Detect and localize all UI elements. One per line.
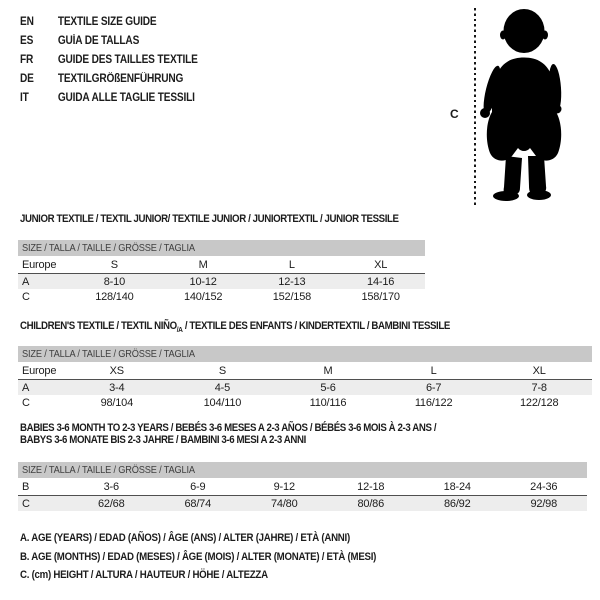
size-cell: 104/110 xyxy=(203,396,242,409)
size-cell: 5-6 xyxy=(320,381,336,394)
size-bar xyxy=(18,346,592,362)
size-col-header: M xyxy=(198,258,208,271)
size-cell: 128/140 xyxy=(95,290,134,303)
size-cell: 12-18 xyxy=(357,480,385,493)
row-label: C xyxy=(22,396,30,409)
size-cell: 8-10 xyxy=(103,275,125,288)
size-col-header: S xyxy=(218,364,226,377)
size-cell: 152/158 xyxy=(272,290,312,303)
size-cell: 4-5 xyxy=(214,381,231,394)
size-col-header: XL xyxy=(532,364,546,377)
size-cell: 86/92 xyxy=(443,497,471,510)
table-row-a xyxy=(18,274,425,289)
title-subscript: /A xyxy=(176,325,183,335)
size-bar-label: SIZE / TALLA / TAILLE / GRÖSSE / TAGLIA xyxy=(22,348,195,360)
table-row-a xyxy=(18,380,592,395)
size-cell: 24-36 xyxy=(530,480,558,493)
size-cell: 9-12 xyxy=(273,480,295,493)
size-bar xyxy=(18,240,425,256)
language-title: TEXTILGRÖßENFÜHRUNG xyxy=(57,72,184,85)
row-label: C xyxy=(22,290,30,303)
size-cell: 116/122 xyxy=(414,396,453,409)
size-cell: 3-6 xyxy=(103,480,119,493)
table-row-b xyxy=(18,478,587,495)
size-cell: 110/116 xyxy=(309,396,347,409)
footnotes xyxy=(20,529,425,585)
footnote-c-text: C. (cm) HEIGHT / ALTURA / HAUTEUR / HÖHE / ALTEZZA xyxy=(20,569,268,582)
language-title: TEXTILE SIZE GUIDE xyxy=(57,15,157,28)
size-cell: 14-16 xyxy=(367,275,395,288)
size-col-header: L xyxy=(430,364,437,377)
toddler-silhouette xyxy=(479,8,569,206)
footnote-a-text: A. AGE (YEARS) / EDAD (AÑOS) / ÂGE (ANS) / ALTER (JAHRE) / ETÀ (ANNI) xyxy=(20,532,350,545)
size-col-header: L xyxy=(288,258,295,271)
size-cell: 6-7 xyxy=(425,381,442,394)
table-row-c xyxy=(18,289,425,304)
junior-section-title xyxy=(20,213,450,225)
language-row-fr xyxy=(20,50,198,69)
footnote-a xyxy=(20,529,425,548)
footnote-b-text: B. AGE (MONTHS) / EDAD (MESES) / ÂGE (MOIS) / ALTER (MONATE) / ETÀ (MESI) xyxy=(20,550,377,563)
language-list xyxy=(20,12,222,107)
language-row-de xyxy=(20,69,198,88)
size-cell: 80/86 xyxy=(357,497,385,510)
size-cell: 12-13 xyxy=(278,275,306,288)
size-col-header: S xyxy=(110,258,118,271)
language-row-es xyxy=(20,31,198,50)
height-marker-label: C xyxy=(450,107,459,121)
language-title: GUIDE DES TAILLES TEXTILE xyxy=(57,53,198,66)
table-row-c xyxy=(18,395,592,410)
size-header-row xyxy=(18,362,592,379)
size-cell: 10-12 xyxy=(189,275,217,288)
children-section-title-text xyxy=(20,320,450,334)
junior-size-table xyxy=(18,240,425,304)
title-post: / TEXTILE DES ENFANTS / KINDERTEXTIL / BAMBINI TESSILE xyxy=(182,320,450,332)
height-dashed-line xyxy=(474,8,476,207)
size-bar-label: SIZE / TALLA / TAILLE / GRÖSSE / TAGLIA xyxy=(22,464,195,476)
language-title: GUIDA ALLE TAGLIE TESSILI xyxy=(57,91,195,104)
row-label: A xyxy=(22,275,30,288)
babies-title-line2: BABYS 3-6 MONATE BIS 2-3 JAHRE / BAMBINI 3-6 MESI A 2-3 ANNI xyxy=(20,434,306,446)
size-bar-label: SIZE / TALLA / TAILLE / GRÖSSE / TAGLIA xyxy=(22,242,195,254)
children-section-title xyxy=(20,320,509,334)
size-col-header: M xyxy=(323,364,333,377)
footnote-c xyxy=(20,566,425,585)
size-cell: 158/170 xyxy=(361,290,400,303)
size-bar xyxy=(18,462,587,478)
babies-size-table xyxy=(18,462,587,511)
language-title: GUÍA DE TALLAS xyxy=(57,34,140,47)
size-cell: 122/128 xyxy=(520,396,559,409)
row-label: B xyxy=(22,480,30,493)
title-pre: CHILDREN'S TEXTILE / TEXTIL NIÑO xyxy=(20,320,177,332)
language-row-en xyxy=(20,12,198,31)
row-label: C xyxy=(22,497,30,510)
size-col-header: XL xyxy=(374,258,388,271)
junior-section-title-text: JUNIOR TEXTILE / TEXTIL JUNIOR/ TEXTILE JUNIOR / JUNIORTEXTIL / JUNIOR TESSILE xyxy=(20,213,399,225)
region-label: Europe xyxy=(22,364,57,377)
size-cell: 6-9 xyxy=(190,480,206,493)
region-label: Europe xyxy=(22,258,57,271)
size-header-row xyxy=(18,256,425,273)
language-code: IT xyxy=(20,91,29,104)
size-cell: 3-4 xyxy=(109,381,125,394)
size-cell: 98/104 xyxy=(100,396,134,409)
language-code: DE xyxy=(20,72,34,85)
footnote-b xyxy=(20,548,425,567)
language-code: EN xyxy=(20,15,34,28)
size-cell: 18-24 xyxy=(443,480,471,493)
table-row-c xyxy=(18,496,587,511)
language-code: ES xyxy=(20,34,34,47)
language-code: FR xyxy=(20,53,34,66)
babies-title-line1: BABIES 3-6 MONTH TO 2-3 YEARS / BEBÉS 3-6 MESES A 2-3 AÑOS / BÉBÉS 3-6 MOIS À 2-3 ANS / xyxy=(20,422,437,434)
size-cell: 74/80 xyxy=(270,497,298,510)
size-col-header: XS xyxy=(109,364,124,377)
babies-section-title xyxy=(20,422,493,446)
children-size-table xyxy=(18,346,592,410)
row-label: A xyxy=(22,381,30,394)
size-cell: 62/68 xyxy=(97,497,125,510)
size-cell: 7-8 xyxy=(531,381,547,394)
size-cell: 140/152 xyxy=(183,290,223,303)
language-row-it xyxy=(20,88,198,107)
size-cell: 92/98 xyxy=(530,497,558,510)
size-cell: 68/74 xyxy=(184,497,212,510)
